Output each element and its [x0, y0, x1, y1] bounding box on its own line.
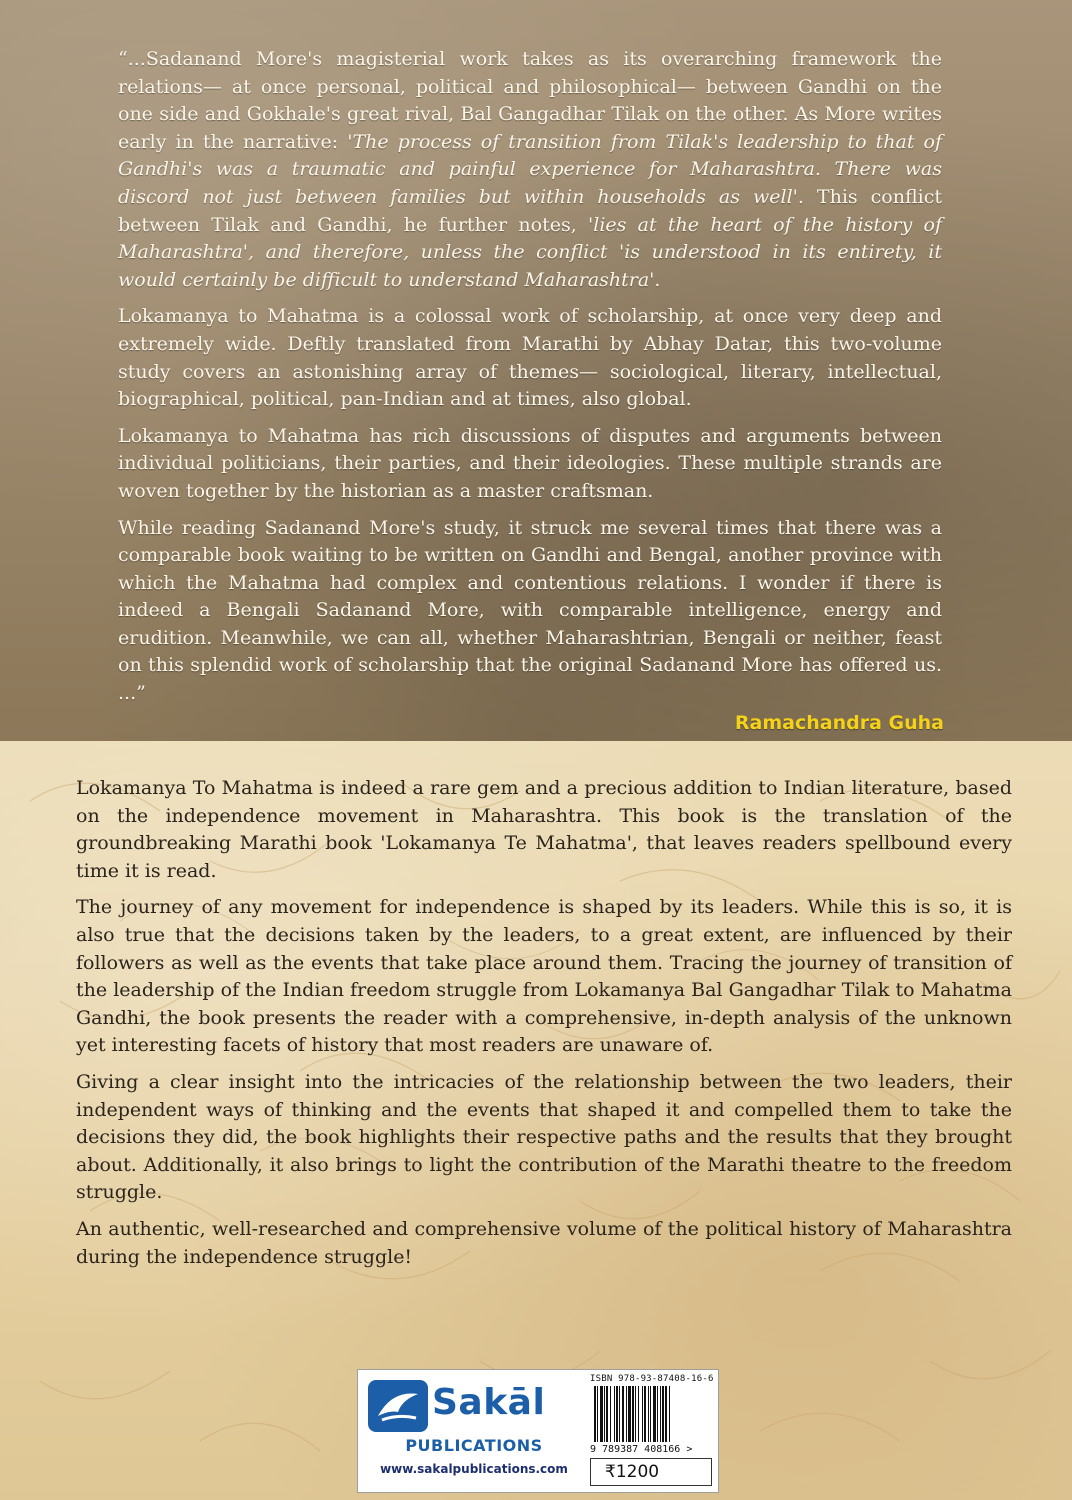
publisher-name: Sakāl [432, 1382, 546, 1423]
isbn-label: ISBN 978-93-87408-16-6 [590, 1374, 714, 1384]
barcode-bar [660, 1386, 661, 1442]
barcode-bar [628, 1386, 631, 1442]
sakal-bird-icon [368, 1380, 428, 1432]
barcode-bar [616, 1386, 618, 1442]
review-paragraph-4: While reading Sadanand More's study, it struck me several times that there was a comparable book waiting to be written on Gandhi and Bengal, another province with which the Mahatma had complex and contentious relations. I wonder if there is indeed a Bengali Sadanand More, with comparable intelligence, energy and erudition. Meanwhile, we can all, whether Maharashtrian, Bengali or neither, feast on this splendid work of scholarship that the original Sadanand More has offered us. ...” [118, 516, 942, 705]
barcode-bar [610, 1386, 611, 1442]
barcode-bar [600, 1386, 603, 1442]
price-label: ₹1200 [590, 1458, 712, 1486]
barcode-bar [604, 1386, 605, 1442]
review-text: . [654, 268, 661, 291]
publisher-subtitle: PUBLICATIONS [405, 1436, 543, 1455]
barcode-bar [669, 1386, 670, 1442]
barcode-bar [653, 1386, 656, 1442]
barcode-bar [635, 1386, 636, 1442]
barcode-bar [622, 1386, 624, 1442]
barcode-bar [644, 1386, 646, 1442]
barcode-bar [665, 1386, 667, 1442]
review-paragraph-2: Lokamanya to Mahatma is a colossal work of scholarship, at once very deep and extremely wide. Deftly translated from Marathi by Abhay Datar, this two-volume study covers an astonishing array of themes— sociological, literary, intellectual, biographical, political, pan-Indian and at times, also global. [118, 305, 942, 411]
review-quote-italic: 'lies at the heart of the history of Maharashtra', and therefore, unless the conflict 'is understood in its entirety, it would certainly be difficult to understand Maharashtra' [118, 213, 942, 291]
barcode-digits: 9 789387 408166 > [590, 1444, 693, 1455]
barcode-bar [650, 1386, 651, 1442]
review-paragraph-3: Lokamanya to Mahatma has rich discussions of disputes and arguments between individual politicians, their parties, and their ideologies. These multiple strands are woven together by the historian as a master craftsman. [118, 424, 942, 502]
blurb-paragraph-1: Lokamanya To Mahatma is indeed a rare gem and a precious addition to Indian literature, based on the independence movement in Maharashtra. This book is the translation of the groundbreaking Marathi book 'Lokamanya Te Mahatma', that leaves readers spellbound every time it is read. [76, 777, 1012, 882]
barcode-bar [662, 1386, 664, 1442]
barcode-bar [606, 1386, 608, 1442]
review-paragraph-1 [118, 46, 942, 294]
review-quote-italic: 'The process of transition from Tilak's leadership to that of Gandhi's was a traumatic and painful experience for Maharashtra. There was discord not just between families but within households as well' [118, 130, 943, 208]
blurb-panel [0, 741, 1072, 1500]
review-author: Ramachandra Guha [734, 712, 944, 734]
review-panel [0, 0, 1072, 741]
blurb-text [76, 775, 1012, 1280]
blurb-paragraph-4: An authentic, well-researched and comprehensive volume of the political history of Maharashtra during the independence struggle! [76, 1217, 1012, 1268]
review-quote [118, 46, 942, 717]
barcode-bar [597, 1386, 598, 1442]
publisher-website: www.sakalpublications.com [380, 1462, 568, 1476]
blurb-paragraph-3: Giving a clear insight into the intricacies of the relationship between the two leaders, their independent ways of thinking and the events that shaped it and compelled them to take the decisions they did, the book highlights their respective paths and the results that they brought about. Additionally, it also brings to light the contribution of the Marathi theatre to the freedom struggle. [76, 1070, 1012, 1204]
review-text: . This conflict between Tilak and Gandhi, he further notes, [118, 185, 942, 236]
barcode-bar [614, 1386, 615, 1442]
barcode-bar [638, 1386, 639, 1442]
review-text: “...Sadanand More's magisterial work takes as its overarching framework the relations— at once personal, political and philosophical— between Gandhi on the one side and Gokhale's great rival, Bal Gangadhar Tilak on the other. As More writes early in the narrative: [118, 48, 942, 153]
barcode-bar [626, 1386, 627, 1442]
barcode-bar [657, 1386, 658, 1442]
barcode-bar [648, 1386, 649, 1442]
publisher-logo [366, 1376, 582, 1488]
publisher-info-box [357, 1369, 719, 1493]
barcode-bar [619, 1386, 620, 1442]
barcode-bar [642, 1386, 643, 1442]
barcode-bar [594, 1386, 596, 1442]
barcode-bar [632, 1386, 634, 1442]
blurb-paragraph-2: The journey of any movement for independence is shaped by its leaders. While this is so, it is also true that the decisions taken by the leaders, to a great extent, are influenced by their followers as well as the events that take place around them. Tracing the journey of transition of the leadership of the Indian freedom struggle from Lokamanya Bal Gangadhar Tilak to Mahatma Gandhi, the book presents the reader with a comprehensive, in-depth analysis of the unknown yet interesting facets of history that most readers are unaware of. [76, 896, 1012, 1057]
barcode-icon [592, 1386, 712, 1444]
